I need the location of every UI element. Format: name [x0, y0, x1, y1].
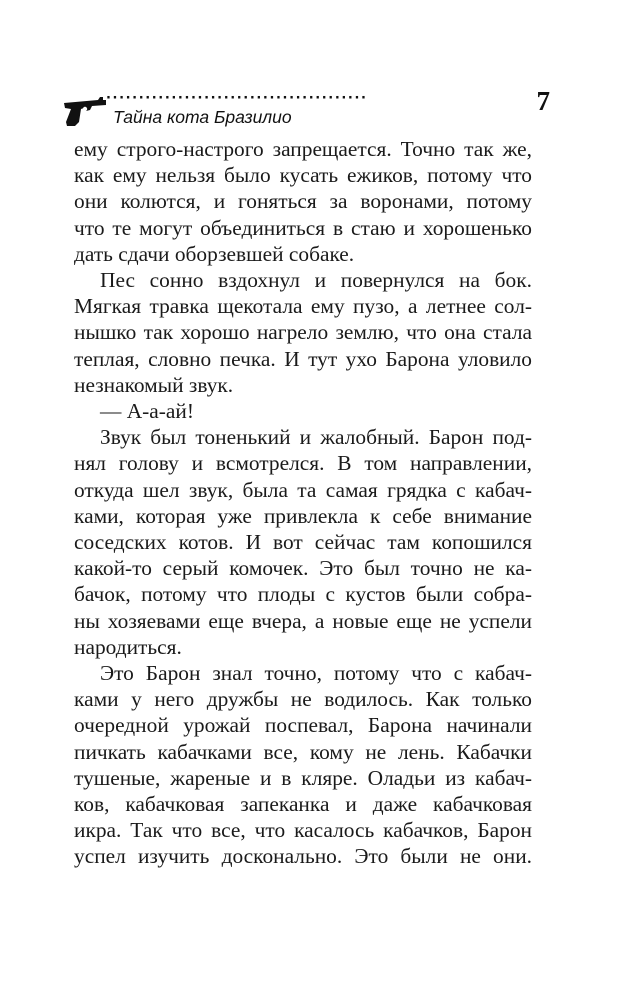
text-line: очередной урожай поспевал, Барона начинали [74, 713, 532, 738]
text-line: ков, кабачковая запеканка и даже кабачковая [74, 792, 532, 817]
text-line: народиться. [74, 634, 182, 659]
text-line: какой-то серый комочек. Это был точно не ка- [74, 556, 532, 581]
text-line: они колются, и гоняться за воронами, потому [74, 189, 532, 214]
revolver-icon [62, 94, 108, 128]
text-line: Это Барон знал точно, потому что с кабач- [100, 661, 532, 686]
text-line: Пес сонно вздохнул и повернулся на бок. [100, 268, 532, 293]
text-line: Мягкая травка щекотала ему пузо, а летнее сол- [74, 294, 532, 319]
book-title: Тайна кота Бразилио [113, 107, 292, 127]
text-line: дать сдачи оборзевшей собаке. [74, 241, 355, 266]
body-text [74, 136, 532, 870]
text-line: успел изучить досконально. Это были не они. [74, 844, 532, 869]
text-line: откуда шел звук, была та самая грядка с кабач- [74, 477, 532, 502]
text-line: тушеные, жареные и в кляре. Оладьи из кабач- [74, 765, 532, 790]
text-line: Звук был тоненький и жалобный. Барон под- [100, 425, 532, 450]
text-line: что те могут объединиться в стаю и хорошенько [74, 215, 532, 240]
text-line: ками, которая уже привлекла к себе внимание [74, 503, 532, 528]
text-line: незнакомый звук. [74, 372, 234, 397]
page-number: 7 [536, 86, 550, 116]
paragraph [74, 136, 532, 267]
text-line: бачок, потому что плоды с кустов были собра- [74, 582, 532, 607]
text-line: как ему нельзя было кусать ежиков, потому что [74, 163, 532, 188]
text-line: нышко так хорошо нагрело землю, что она стала [74, 320, 532, 345]
text-line: икра. Так что все, что касалось кабачков, Барон [74, 818, 532, 843]
header-dot-leader: ········································ [106, 92, 368, 106]
text-line: теплая, словно печка. И тут ухо Барона уловило [74, 346, 532, 371]
paragraph [74, 267, 532, 398]
text-line: ны хозяевами еще вчера, а новые еще не успели [74, 608, 532, 633]
text-line: — А-а-ай! [100, 399, 194, 424]
paragraph [74, 424, 532, 660]
paragraph [74, 398, 532, 424]
text-line: ему строго-настрого запрещается. Точно так же, [74, 137, 532, 161]
text-line: соседских котов. И вот сейчас там копошился [74, 530, 532, 555]
running-header [62, 86, 550, 132]
text-line: пичкать кабачками все, кому не лень. Кабачки [74, 739, 532, 764]
paragraph [74, 660, 532, 870]
text-line: ками у него дружбы не водилось. Как только [74, 687, 532, 712]
text-line: нял голову и всмотрелся. В том направлении, [74, 451, 532, 476]
